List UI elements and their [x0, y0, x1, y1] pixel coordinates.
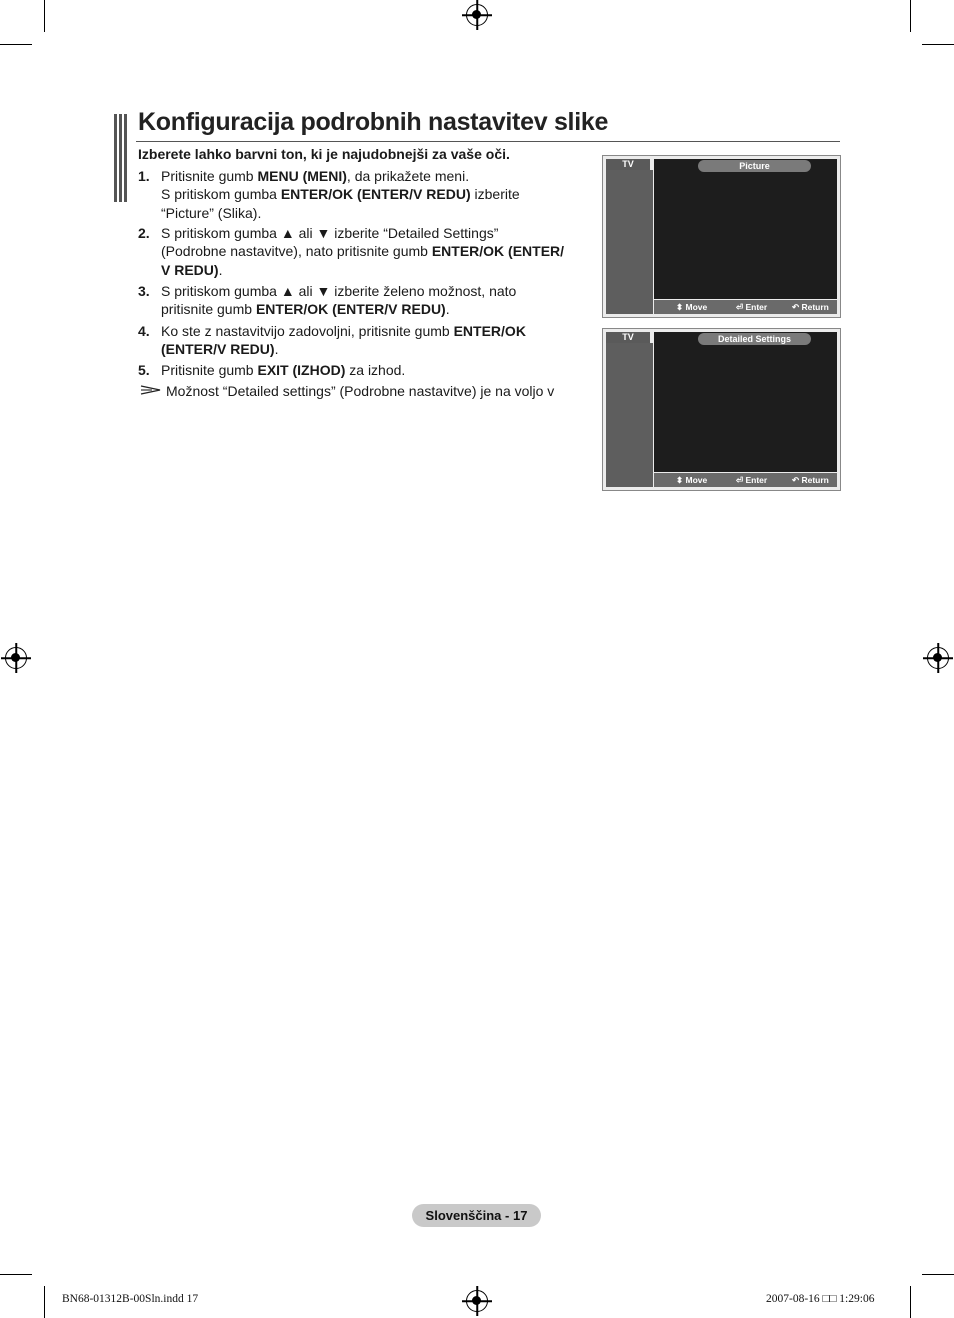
registration-mark-icon — [466, 4, 488, 26]
registration-mark-icon — [5, 647, 27, 669]
text-line: S pritiskom gumba ENTER/OK (ENTER/V REDU) izberite — [161, 186, 520, 203]
osd-screen — [654, 159, 837, 299]
osd-picture-menu — [602, 155, 841, 318]
return-hint: ↶ Return — [792, 302, 829, 312]
enter-hint: ⏎ Enter — [736, 475, 768, 485]
move-hint: ⬍ Move — [676, 475, 708, 485]
page-number-badge: Slovenščina - 17 — [412, 1204, 541, 1227]
text-line: Pritisnite gumb MENU (MENI), da prikažete meni. — [161, 168, 470, 184]
osd-tv-label: TV — [606, 332, 650, 343]
crop-mark — [44, 1286, 45, 1318]
osd-screen — [654, 332, 837, 472]
step-number: 2. — [138, 225, 150, 241]
crop-mark — [44, 0, 45, 32]
text-line: (ENTER/V REDU). — [161, 341, 279, 358]
crop-mark — [0, 44, 32, 45]
return-hint: ↶ Return — [792, 475, 829, 485]
osd-header: Picture — [698, 160, 811, 172]
osd-tv-label: TV — [606, 159, 650, 170]
title-bars — [114, 114, 128, 202]
text-line: V REDU). — [161, 261, 223, 278]
step-number: 4. — [138, 323, 150, 339]
crop-mark — [910, 0, 911, 32]
text-line: S pritiskom gumba ▲ ali ▼ izberite želeno možnost, nato — [161, 283, 517, 299]
crop-mark — [922, 1274, 954, 1275]
text-line: Ko ste z nastavitvijo zadovoljni, pritisnite gumb ENTER/OK — [161, 323, 526, 339]
text-line: Pritisnite gumb EXIT (IZHOD) za izhod. — [161, 362, 406, 378]
footer-timestamp: 2007-08-16 □□ 1:29:06 — [766, 1293, 875, 1305]
crop-mark — [922, 44, 954, 45]
step-number: 3. — [138, 283, 150, 299]
osd-header: Detailed Settings — [698, 333, 811, 345]
enter-hint: ⏎ Enter — [736, 302, 768, 312]
osd-sidebar — [606, 170, 653, 314]
text-line: Možnost “Detailed settings” (Podrobne nastavitve) je na voljo v — [166, 383, 555, 399]
osd-sidebar — [606, 343, 653, 487]
osd-footer — [654, 300, 837, 314]
note-arrow-icon — [140, 384, 162, 396]
step-number: 5. — [138, 362, 150, 378]
registration-mark-icon — [466, 1290, 488, 1312]
text-line: pritisnite gumb ENTER/OK (ENTER/V REDU). — [161, 301, 450, 318]
move-hint: ⬍ Move — [676, 302, 708, 312]
text-line: (Podrobne nastavitve), nato pritisnite gumb ENTER/OK (ENTER/ — [161, 243, 565, 260]
intro-text: Izberete lahko barvni ton, ki je najudobnejši za vaše oči. — [138, 146, 510, 162]
crop-mark — [910, 1286, 911, 1318]
text-line: S pritiskom gumba ▲ ali ▼ izberite “Detailed Settings” — [161, 225, 499, 241]
step-number: 1. — [138, 168, 150, 184]
crop-mark — [0, 1274, 32, 1275]
page-title: Konfiguracija podrobnih nastavitev slike — [138, 108, 609, 136]
osd-detailed-settings-menu — [602, 328, 841, 491]
registration-mark-icon — [927, 647, 949, 669]
osd-footer — [654, 473, 837, 487]
text-line: “Picture” (Slika). — [161, 204, 262, 221]
title-underline — [136, 141, 840, 142]
footer-file-info: BN68-01312B-00Sln.indd 17 — [62, 1293, 199, 1305]
